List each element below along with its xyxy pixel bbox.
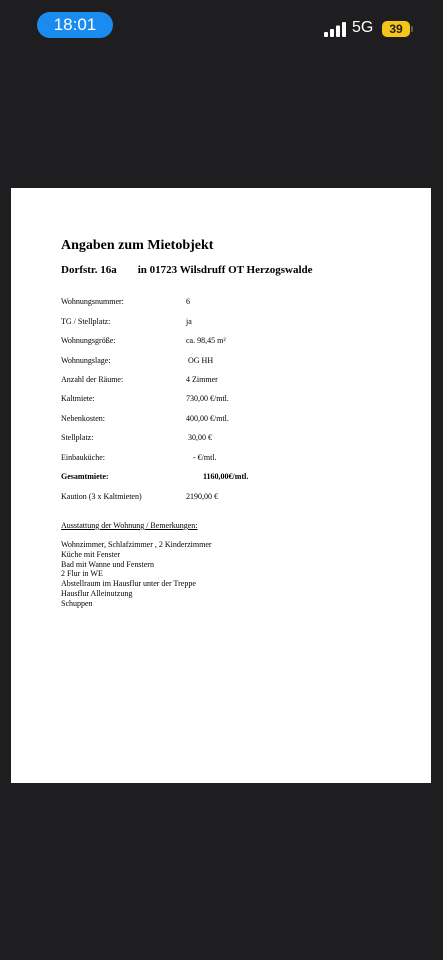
detail-value: OG HH [188,356,214,365]
detail-label: Wohnungsgröße: [61,336,116,345]
list-item: Abstellraum im Hausflur unter der Treppe [61,579,196,589]
detail-label: Nebenkosten: [61,414,105,423]
detail-label: Kaution (3 x Kaltmieten) [61,492,142,501]
detail-value: 6 [186,297,190,306]
detail-label: Wohnungsnummer: [61,297,124,306]
detail-label: Anzahl der Räume: [61,375,124,384]
status-bar [0,0,443,52]
detail-label: Stellplatz: [61,433,94,442]
features-heading: Ausstattung der Wohnung / Bemerkungen: [61,521,198,530]
detail-value: 30,00 € [188,433,212,442]
detail-value: - €/mtl. [193,453,217,462]
detail-label: Gesamtmiete: [61,472,109,481]
status-time[interactable]: 18:01 [37,12,113,38]
network-type: 5G [352,19,374,36]
detail-label: Einbauküche: [61,453,105,462]
address-city: in 01723 Wilsdruff OT Herzogswalde [137,264,313,276]
features-list [61,540,212,609]
battery-icon: 39 [382,21,410,37]
detail-value: 400,00 €/mtl. [186,414,229,423]
document-title: Angaben zum Mietobjekt [61,238,214,253]
property-address [61,264,313,276]
detail-label: Wohnungslage: [61,356,111,365]
cellular-signal-icon [324,22,346,37]
document-page [11,188,431,783]
list-item: 2 Flur in WE [61,569,103,579]
detail-value: 730,00 €/mtl. [186,394,229,403]
detail-value: 2190,00 € [186,492,218,501]
list-item: Hausflur Alleinutzung [61,588,133,598]
detail-value: 1160,00€/mtl. [203,472,249,481]
list-item: Küche mit Fenster [61,549,121,559]
battery-tip [411,26,413,32]
list-item: Wohnzimmer, Schlafzimmer , 2 Kinderzimmer [61,540,212,549]
detail-label: TG / Stellplatz: [61,317,111,326]
address-street: Dorfstr. 16a [61,264,117,276]
detail-label: Kaltmiete: [61,394,95,403]
detail-value: 4 Zimmer [186,375,218,384]
detail-value: ja [186,317,192,326]
detail-value: ca. 98,45 m² [186,336,226,345]
list-item: Schuppen [61,598,93,608]
list-item: Bad mit Wanne und Fenstern [61,559,154,569]
